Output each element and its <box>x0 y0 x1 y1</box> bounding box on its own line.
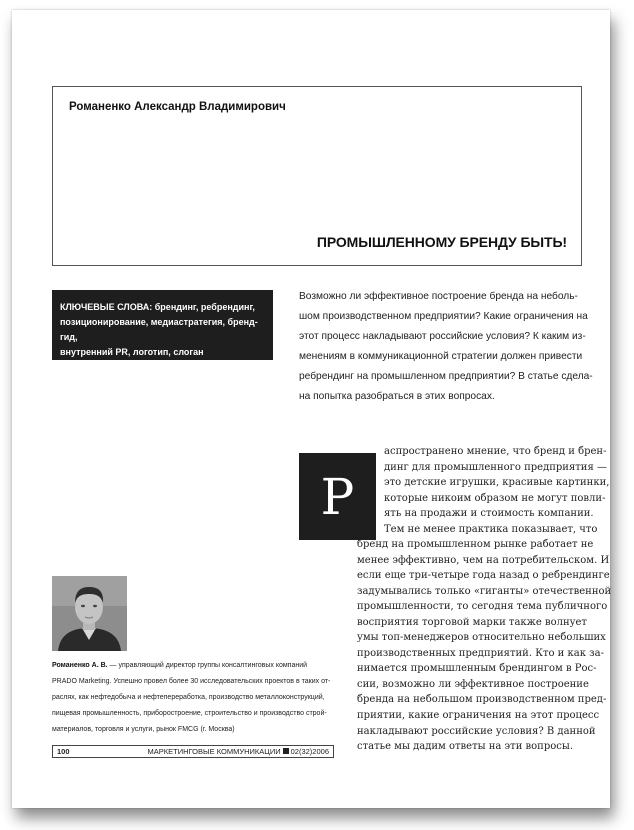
bio-line: пищевая промышленность, приборостроение, строительство и производство строй- <box>52 710 327 717</box>
author-photo <box>52 576 127 651</box>
journal-issue: 02(32)2006 <box>290 747 329 756</box>
article-line: восприятия торговой марки также волнует <box>357 616 587 628</box>
article-text <box>357 537 611 755</box>
bio-line: раслях, как нефтедобыча и нефтепереработка, производство металлоконструкций, <box>52 694 325 701</box>
article-line: ять на продажи и стоимость компании. <box>384 508 594 520</box>
article-line: производственных предприятий. Кто и как за- <box>357 647 604 659</box>
article-title: ПРОМЫШЛЕННОМУ БРЕНДУ БЫТЬ! <box>316 234 567 250</box>
journal-info <box>148 747 329 756</box>
drop-cap: Р <box>299 453 376 540</box>
article-line: бренда на небольшом производственном пред- <box>357 694 607 706</box>
magazine-page <box>12 10 610 808</box>
article-line: бренд на промышленном рынке работает не <box>357 539 594 550</box>
lead-line: ребрендинг на промышленном предприятии? В статье сдела- <box>299 371 593 382</box>
article-line: нимается промышленным брендингом в Рос- <box>357 663 597 675</box>
page-number: 100 <box>57 747 70 756</box>
lead-line: менениям в коммуникационной стратегии должен привести <box>299 351 583 362</box>
lead-line: Возможно ли эффективное построение бренда на неболь- <box>299 291 578 302</box>
keywords-line: внутренний PR, логотип, слоган <box>60 347 204 357</box>
article-line: аспространено мнение, что бренд и брен- <box>384 446 607 457</box>
article-line: это детские игрушки, красивые картинки, <box>384 477 610 489</box>
article-line: умы топ-менеджеров относительно небольших <box>357 632 606 644</box>
lead-line: этот процесс накладывают российские условия? К каким из- <box>299 331 586 342</box>
article-line: которые никоим образом не могут повли- <box>384 492 606 504</box>
journal-name: МАРКЕТИНГОВЫЕ КОММУНИКАЦИИ <box>147 747 281 756</box>
article-line: динг для промышленного предприятия — <box>384 461 607 473</box>
lead-paragraph <box>299 287 593 407</box>
article-line: накладывают российские условия? В данной <box>357 725 596 737</box>
article-text-beside-dropcap <box>384 444 609 537</box>
bio-first-line <box>52 658 342 674</box>
page-footer <box>52 745 334 758</box>
lead-line: на попытка разобраться в этих вопросах. <box>299 391 495 402</box>
article-line: менее эффективно, чем на потребительском. И <box>357 554 610 566</box>
article-line: промышленности, то сегодня тема публичного <box>357 601 608 613</box>
article-line: задумывались только «гиганты» отечественной <box>357 585 612 597</box>
article-line: приятии, какие ограничения на этот процесс <box>357 710 600 722</box>
author-name: Романенко Александр Владимирович <box>69 101 286 113</box>
square-bullet-icon <box>283 748 289 754</box>
author-bio <box>52 658 342 738</box>
article-line: если еще три-четыре года назад о ребрендинге <box>357 570 610 582</box>
bio-name: Романенко А. В. <box>52 662 108 669</box>
keywords-box <box>52 290 273 360</box>
lead-line: шом производственном предприятии? Какие ограничения на <box>299 311 588 322</box>
bio-line: PRADO Marketing. Успешно провел более 30 исследовательских проектов в таких от- <box>52 678 331 685</box>
bio-line: материалов, торговля и услуги, рынок FMCG (г. Москва) <box>52 726 235 733</box>
article-line: сии, возможно ли эффективное построение <box>357 678 589 690</box>
bio-first-line-text: — управляющий директор группы консалтинговых компаний <box>107 662 308 669</box>
author-portrait-image <box>52 576 127 651</box>
keywords-line: КЛЮЧЕВЫЕ СЛОВА: брендинг, ребрендинг, <box>60 302 255 312</box>
article-line: статье мы дадим ответы на эти вопросы. <box>357 741 574 753</box>
keywords-line: позиционирование, медиастратегия, бренд-гид, <box>60 317 258 342</box>
article-line: Тем не менее практика показывает, что <box>384 523 598 535</box>
article-header-box <box>52 86 582 266</box>
